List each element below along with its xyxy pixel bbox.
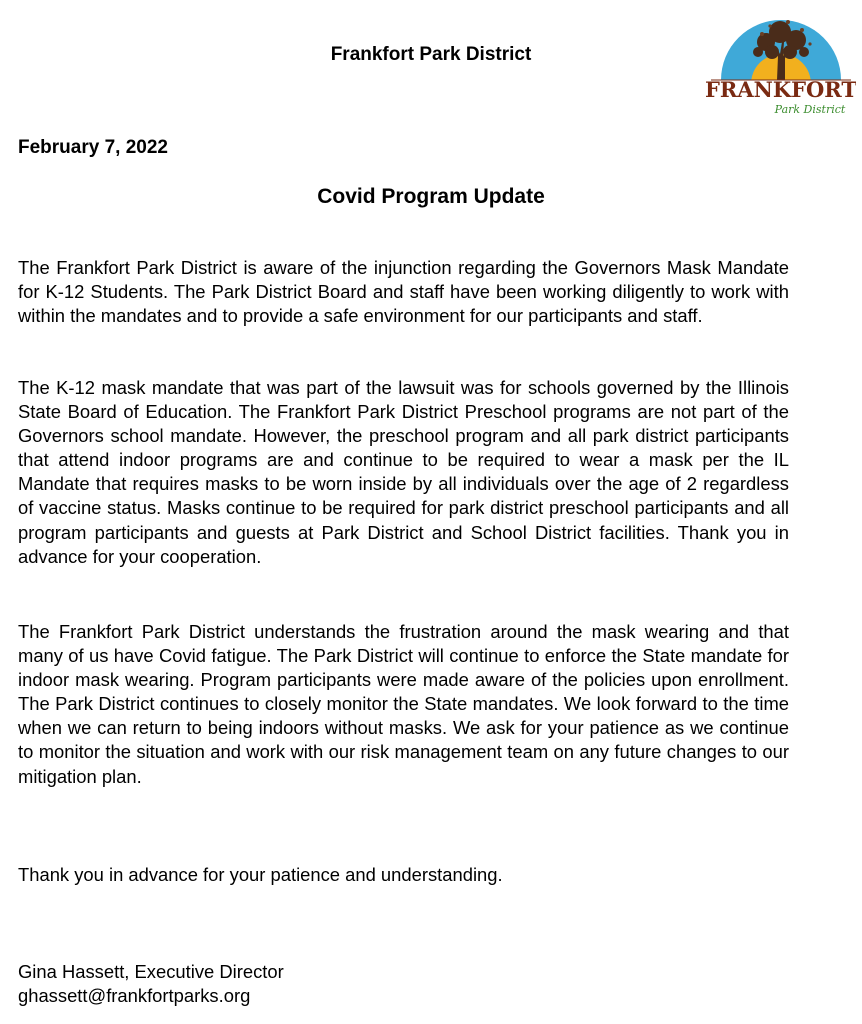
body-paragraph-3: The Frankfort Park District understands the frustration around the mask wearing and that many of us have Covid fatigue. The Park District will continue to enforce the State mandate for indoor mask wearing. Program participants were made aware of the policies upon enrollment. The Park District continues to closely monitor the State mandates. We look forward to the time when we can return to being indoors without masks. We ask for your patience as we continue to monitor the situation and work with our risk management team on any future changes to our mitigation plan. <box>18 621 789 787</box>
body-paragraph-1: The Frankfort Park District is aware of the injunction regarding the Governors Mask Mandate for K-12 Students. The Park District Board and staff have been working diligently to work with within the mandates and to provide a safe environment for our participants and staff. <box>18 257 789 327</box>
letter-date: February 7, 2022 <box>18 137 168 158</box>
organization-header: Frankfort Park District <box>330 44 532 65</box>
closing-paragraph: Thank you in advance for your patience and understanding. <box>18 864 503 885</box>
body-paragraph-2: The K-12 mask mandate that was part of the lawsuit was for schools governed by the Illinois State Board of Education. The Frankfort Park District Preschool programs are not part of the Governors school mandate. However, the preschool program and all park district participants that attend indoor programs are and continue to be required to wear a mask per the IL Mandate that requires masks to be worn inside by all individuals over the age of 2 regardless of vaccine status. Masks continue to be required for park district preschool participants and all program participants and guests at Park District and School District facilities. Thank you in advance for your cooperation. <box>18 377 789 567</box>
signature-email: ghassett@frankfortparks.org <box>18 985 251 1006</box>
signature-name-title: Gina Hassett, Executive Director <box>18 961 284 982</box>
letter-title: Covid Program Update <box>317 185 545 208</box>
frankfort-logo <box>706 12 856 120</box>
logo-tagline: Park District <box>774 103 846 116</box>
logo-wordmark: FRANKFORT <box>706 77 856 102</box>
